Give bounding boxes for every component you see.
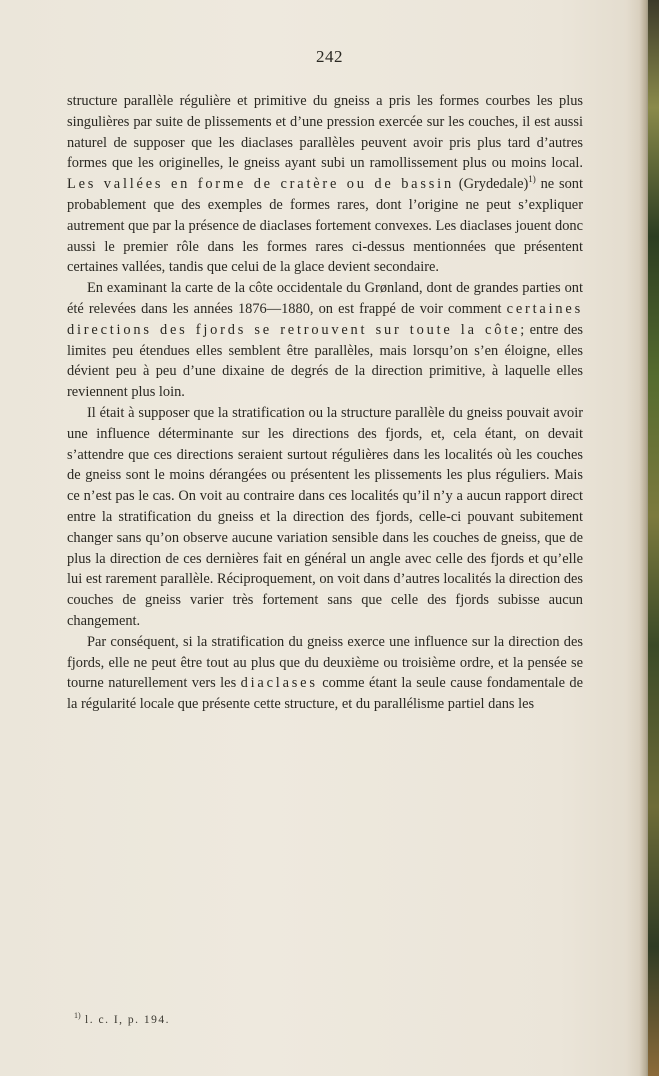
text-run: Il était à supposer que la stratification ou la structure parallèle du gneiss pouvait avoir une influence déterminante sur les directions des fjords, et, cela étant, on devait s’attendre que ces directions seraient surtout régulières dans les localités où les couches de gneiss sont le moins dérangées ou présentent les plissements les plus réguliers. Mais ce n’est pas le cas. On voit au contraire dans ces localités qu’il n’y a aucun rapport direct entre la stratification du gneiss et la direction des fjords, celle-ci pouvant subitement changer sans qu’on observe aucune variation sensible dans les couches de gneiss, que de plus la direction de ces dernières fait en général un angle avec celle des fjords et qu’elle lui est rarement parallèle. Réciproquement, on voit dans d’autres localités la direction des couches de gneiss varier très fortement sans que celle des fjords subisse aucun changement. — [67, 404, 583, 629]
text-run: En examinant la carte de la côte occidentale du Grønland, dont de grandes parties ont été relevées dans les années 1876—1880, on est frappé de voir comment — [67, 280, 583, 317]
spaced-emphasis: diaclases — [240, 675, 318, 692]
paragraph — [67, 632, 583, 715]
paragraph — [67, 278, 583, 403]
text-run: comme étant la seule cause fondamentale de la régularité locale que présente cette structure, et du parallélisme partiel dans les — [67, 675, 583, 713]
spaced-emphasis: Les vallées en forme de cratère ou de bassin — [67, 176, 454, 193]
body-text — [67, 91, 583, 715]
text-run: ; entre des limites peu étendues elles semblent être parallèles, mais lorsqu’on s’en éloigne, elles dévient peu à peu d’une dixaine de degrés de la direction primitive, à laquelle elles reviennent plus loin. — [67, 321, 583, 401]
footnote — [74, 1011, 171, 1026]
page-edge — [648, 0, 659, 1076]
text-run: Par conséquent, si la stratification du gneiss exerce une influence sur la direction des fjords, elle ne peut être tout au plus que du deuxième ou troisième ordre, et la pensée se tourne naturellement vers les — [67, 633, 583, 692]
footnote-reference: 1) — [528, 174, 536, 185]
text-run: structure parallèle régulière et primitive du gneiss a pris les formes courbes les plus singulières par suite de plissements et d’une pression exercée sur les couches, il est aussi naturel de supposer que les diaclases parallèles peuvent avoir pris plus tard d’autres formes que les originelles, le gneiss ayant subi un ramollissement plus ou moins local. — [67, 93, 583, 172]
spaced-emphasis: certaines directions des fjords se retrouvent sur toute la côte — [67, 300, 583, 338]
paragraph — [67, 403, 583, 632]
text-run: (Grydedale) — [453, 176, 529, 193]
footnote-marker: 1) — [74, 1011, 81, 1021]
footnote-text: l. c. I, p. 194. — [85, 1014, 171, 1026]
page-number: 242 — [316, 47, 343, 66]
text-run: ne sont probablement que des exemples de formes rares, dont l’origine ne peut s’expliquer autrement que par la présence de diaclases fortement convexes. Les diaclases jouent donc aussi le premier rôle dans les formes rares ci-dessus mentionnées que présentent certaines vallées, tandis que celui de la glace devient secondaire. — [67, 176, 583, 276]
paragraph — [67, 91, 583, 278]
